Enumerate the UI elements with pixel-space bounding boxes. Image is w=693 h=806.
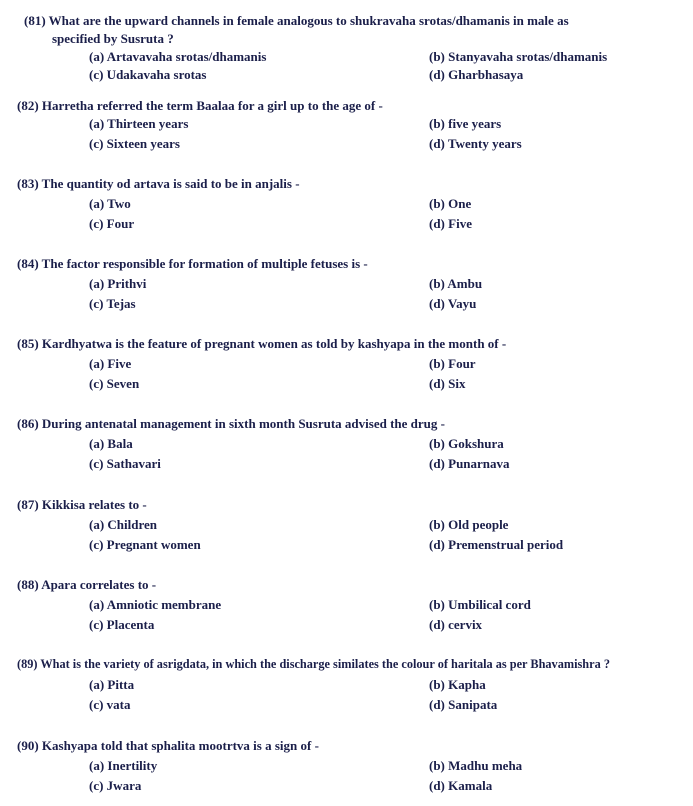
question-89-option-c: (c) vata bbox=[89, 697, 131, 712]
question-81-stem-line1: (81) What are the upward channels in female analogous to shukravaha srotas/dhamanis in male as bbox=[24, 13, 569, 28]
question-85-option-d: (d) Six bbox=[429, 376, 466, 391]
question-90-option-b: (b) Madhu meha bbox=[429, 758, 523, 773]
question-83-option-d: (d) Five bbox=[429, 216, 472, 231]
question-81-option-c: (c) Udakavaha srotas bbox=[89, 67, 207, 82]
question-86-option-d: (d) Punarnava bbox=[429, 456, 510, 471]
question-87-option-a: (a) Children bbox=[89, 517, 158, 532]
question-84-stem: (84) The factor responsible for formation of multiple fetuses is - bbox=[17, 256, 368, 271]
question-84-option-d: (d) Vayu bbox=[429, 296, 477, 311]
question-86-stem: (86) During antenatal management in sixth month Susruta advised the drug - bbox=[17, 416, 445, 431]
question-83-option-c: (c) Four bbox=[89, 216, 135, 231]
question-87-option-d: (d) Premenstrual period bbox=[429, 537, 564, 552]
question-83-option-b: (b) One bbox=[429, 196, 472, 211]
question-82-option-c: (c) Sixteen years bbox=[89, 136, 180, 151]
question-81-option-b: (b) Stanyavaha srotas/dhamanis bbox=[429, 49, 608, 64]
question-82-option-d: (d) Twenty years bbox=[429, 136, 522, 151]
question-83-stem: (83) The quantity od artava is said to be in anjalis - bbox=[17, 176, 300, 191]
question-85-stem: (85) Kardhyatwa is the feature of pregnant women as told by kashyapa in the month of - bbox=[17, 336, 507, 351]
question-90-option-d: (d) Kamala bbox=[429, 778, 493, 793]
question-88-option-c: (c) Placenta bbox=[89, 617, 155, 632]
question-89-stem: (89) What is the variety of asrigdata, in which the discharge similates the colour of haritala as per Bhavamishra ? bbox=[17, 657, 610, 671]
question-82-option-a: (a) Thirteen years bbox=[89, 116, 189, 131]
question-86-option-c: (c) Sathavari bbox=[89, 456, 161, 471]
question-88-option-a: (a) Amniotic membrane bbox=[89, 597, 222, 612]
question-82-stem: (82) Harretha referred the term Baalaa for a girl up to the age of - bbox=[17, 98, 383, 113]
question-85-option-b: (b) Four bbox=[429, 356, 476, 371]
question-88-option-b: (b) Umbilical cord bbox=[429, 597, 531, 612]
question-86-option-a: (a) Bala bbox=[89, 436, 133, 451]
question-90-option-c: (c) Jwara bbox=[89, 778, 142, 793]
question-84-option-a: (a) Prithvi bbox=[89, 276, 147, 291]
question-84-option-c: (c) Tejas bbox=[89, 296, 136, 311]
question-87-option-b: (b) Old people bbox=[429, 517, 509, 532]
question-87-stem: (87) Kikkisa relates to - bbox=[17, 497, 147, 512]
question-86-option-b: (b) Gokshura bbox=[429, 436, 504, 451]
question-88-option-d: (d) cervix bbox=[429, 617, 483, 632]
question-88-stem: (88) Apara correlates to - bbox=[17, 577, 157, 592]
question-81-option-a: (a) Artavavaha srotas/dhamanis bbox=[89, 49, 267, 64]
question-85-option-a: (a) Five bbox=[89, 356, 132, 371]
question-90-option-a: (a) Inertility bbox=[89, 758, 158, 773]
question-89-option-a: (a) Pitta bbox=[89, 677, 135, 692]
question-83-option-a: (a) Two bbox=[89, 196, 131, 211]
question-81-option-d: (d) Gharbhasaya bbox=[429, 67, 524, 82]
question-89-option-b: (b) Kapha bbox=[429, 677, 486, 692]
question-84-option-b: (b) Ambu bbox=[429, 276, 483, 291]
question-87-option-c: (c) Pregnant women bbox=[89, 537, 201, 552]
question-82-option-b: (b) five years bbox=[429, 116, 502, 131]
question-90-stem: (90) Kashyapa told that sphalita mootrtva is a sign of - bbox=[17, 738, 319, 753]
question-81-stem-line2: specified by Susruta ? bbox=[52, 31, 174, 46]
question-85-option-c: (c) Seven bbox=[89, 376, 140, 391]
question-89-option-d: (d) Sanipata bbox=[429, 697, 498, 712]
